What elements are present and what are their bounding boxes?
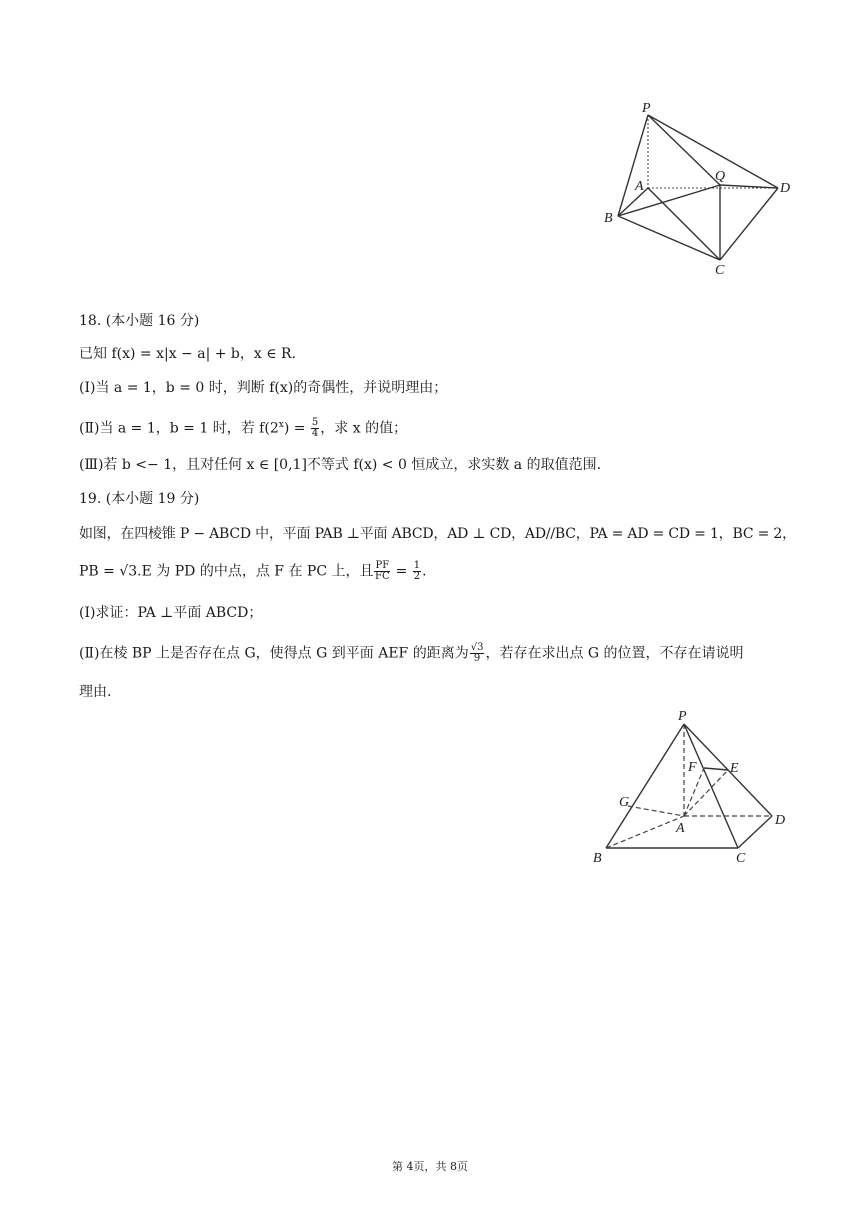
q19-stem2-before: PB = √3.E 为 PD 的中点，点 F 在 PC 上，且 <box>79 563 374 580</box>
label-A: A <box>676 821 685 836</box>
q18-frac-den: 4 <box>311 428 319 440</box>
label-F: F <box>688 760 697 775</box>
page-footer: 第 4页，共 8页 <box>392 1160 468 1173</box>
figure2-edges <box>606 724 772 848</box>
q19-frac1-den: FC <box>375 571 390 582</box>
q18-stem: 已知 f(x) = x|x − a| + b，x ∈ R. <box>79 346 297 362</box>
label-D: D <box>780 181 791 196</box>
q19-part2 <box>79 643 744 664</box>
q19-stem2-mid: = <box>391 563 412 580</box>
q18-part2-sup: x <box>278 420 284 430</box>
label-A: A <box>635 179 644 194</box>
label-D: D <box>775 813 786 828</box>
q19-frac-sqrt3-9 <box>470 643 485 664</box>
q19-stem-line2 <box>79 561 427 582</box>
q19-heading: 19. (本小题 19 分) <box>79 491 200 507</box>
label-P: P <box>642 101 651 116</box>
figure-pyramid-pq <box>600 98 800 278</box>
q19-frac3-den: 9 <box>473 653 481 664</box>
label-Q: Q <box>715 169 726 184</box>
q18-part2-mid: ) = <box>283 420 310 437</box>
figure-pyramid-efg <box>588 706 798 871</box>
q18-frac-num: 5 <box>311 417 319 429</box>
q18-part2-before: (Ⅱ)当 a = 1，b = 1 时，若 f(2 <box>79 420 279 437</box>
q19-frac-half <box>413 561 421 582</box>
q18-part2-after: ，求 x 的值； <box>320 420 408 437</box>
q19-part2-cont: 理由. <box>79 684 112 700</box>
label-C: C <box>715 263 725 278</box>
q19-part2-before: (Ⅱ)在棱 BP 上是否存在点 G，使得点 G 到平面 AEF 的距离为 <box>79 645 469 662</box>
q19-part2-after: ，若存在求出点 G 的位置，不存在请说明 <box>485 645 744 662</box>
q18-part1: (Ⅰ)当 a = 1，b = 0 时，判断 f(x)的奇偶性，并说明理由； <box>79 380 448 396</box>
q18-part3: (Ⅲ)若 b <− 1，且对任何 x ∈ [0,1]不等式 f(x) < 0 恒成立，求实数 a 的取值范围. <box>79 457 602 473</box>
label-B: B <box>593 851 602 866</box>
q19-stem-line1: 如图，在四棱锥 P − ABCD 中，平面 PAB ⊥平面 ABCD，AD ⊥ CD，AD//BC，PA = AD = CD = 1，BC = 2， <box>79 526 796 542</box>
label-P: P <box>678 709 687 724</box>
q19-frac2-den: 2 <box>413 571 421 582</box>
q19-frac1-num: PF <box>375 560 390 571</box>
q19-frac3-num: √3 <box>470 642 484 653</box>
label-E: E <box>730 761 739 776</box>
q19-frac-pf-fc <box>374 561 390 582</box>
q18-part2 <box>79 415 407 439</box>
q19-stem2-after: . <box>422 563 427 580</box>
label-C: C <box>736 851 746 866</box>
q18-part2-fraction <box>311 418 319 439</box>
label-B: B <box>604 211 613 226</box>
q18-heading: 18. (本小题 16 分) <box>79 313 200 329</box>
q19-part1: (Ⅰ)求证：PA ⊥平面 ABCD； <box>79 605 263 621</box>
label-G: G <box>619 795 630 810</box>
q19-frac2-num: 1 <box>413 560 421 571</box>
